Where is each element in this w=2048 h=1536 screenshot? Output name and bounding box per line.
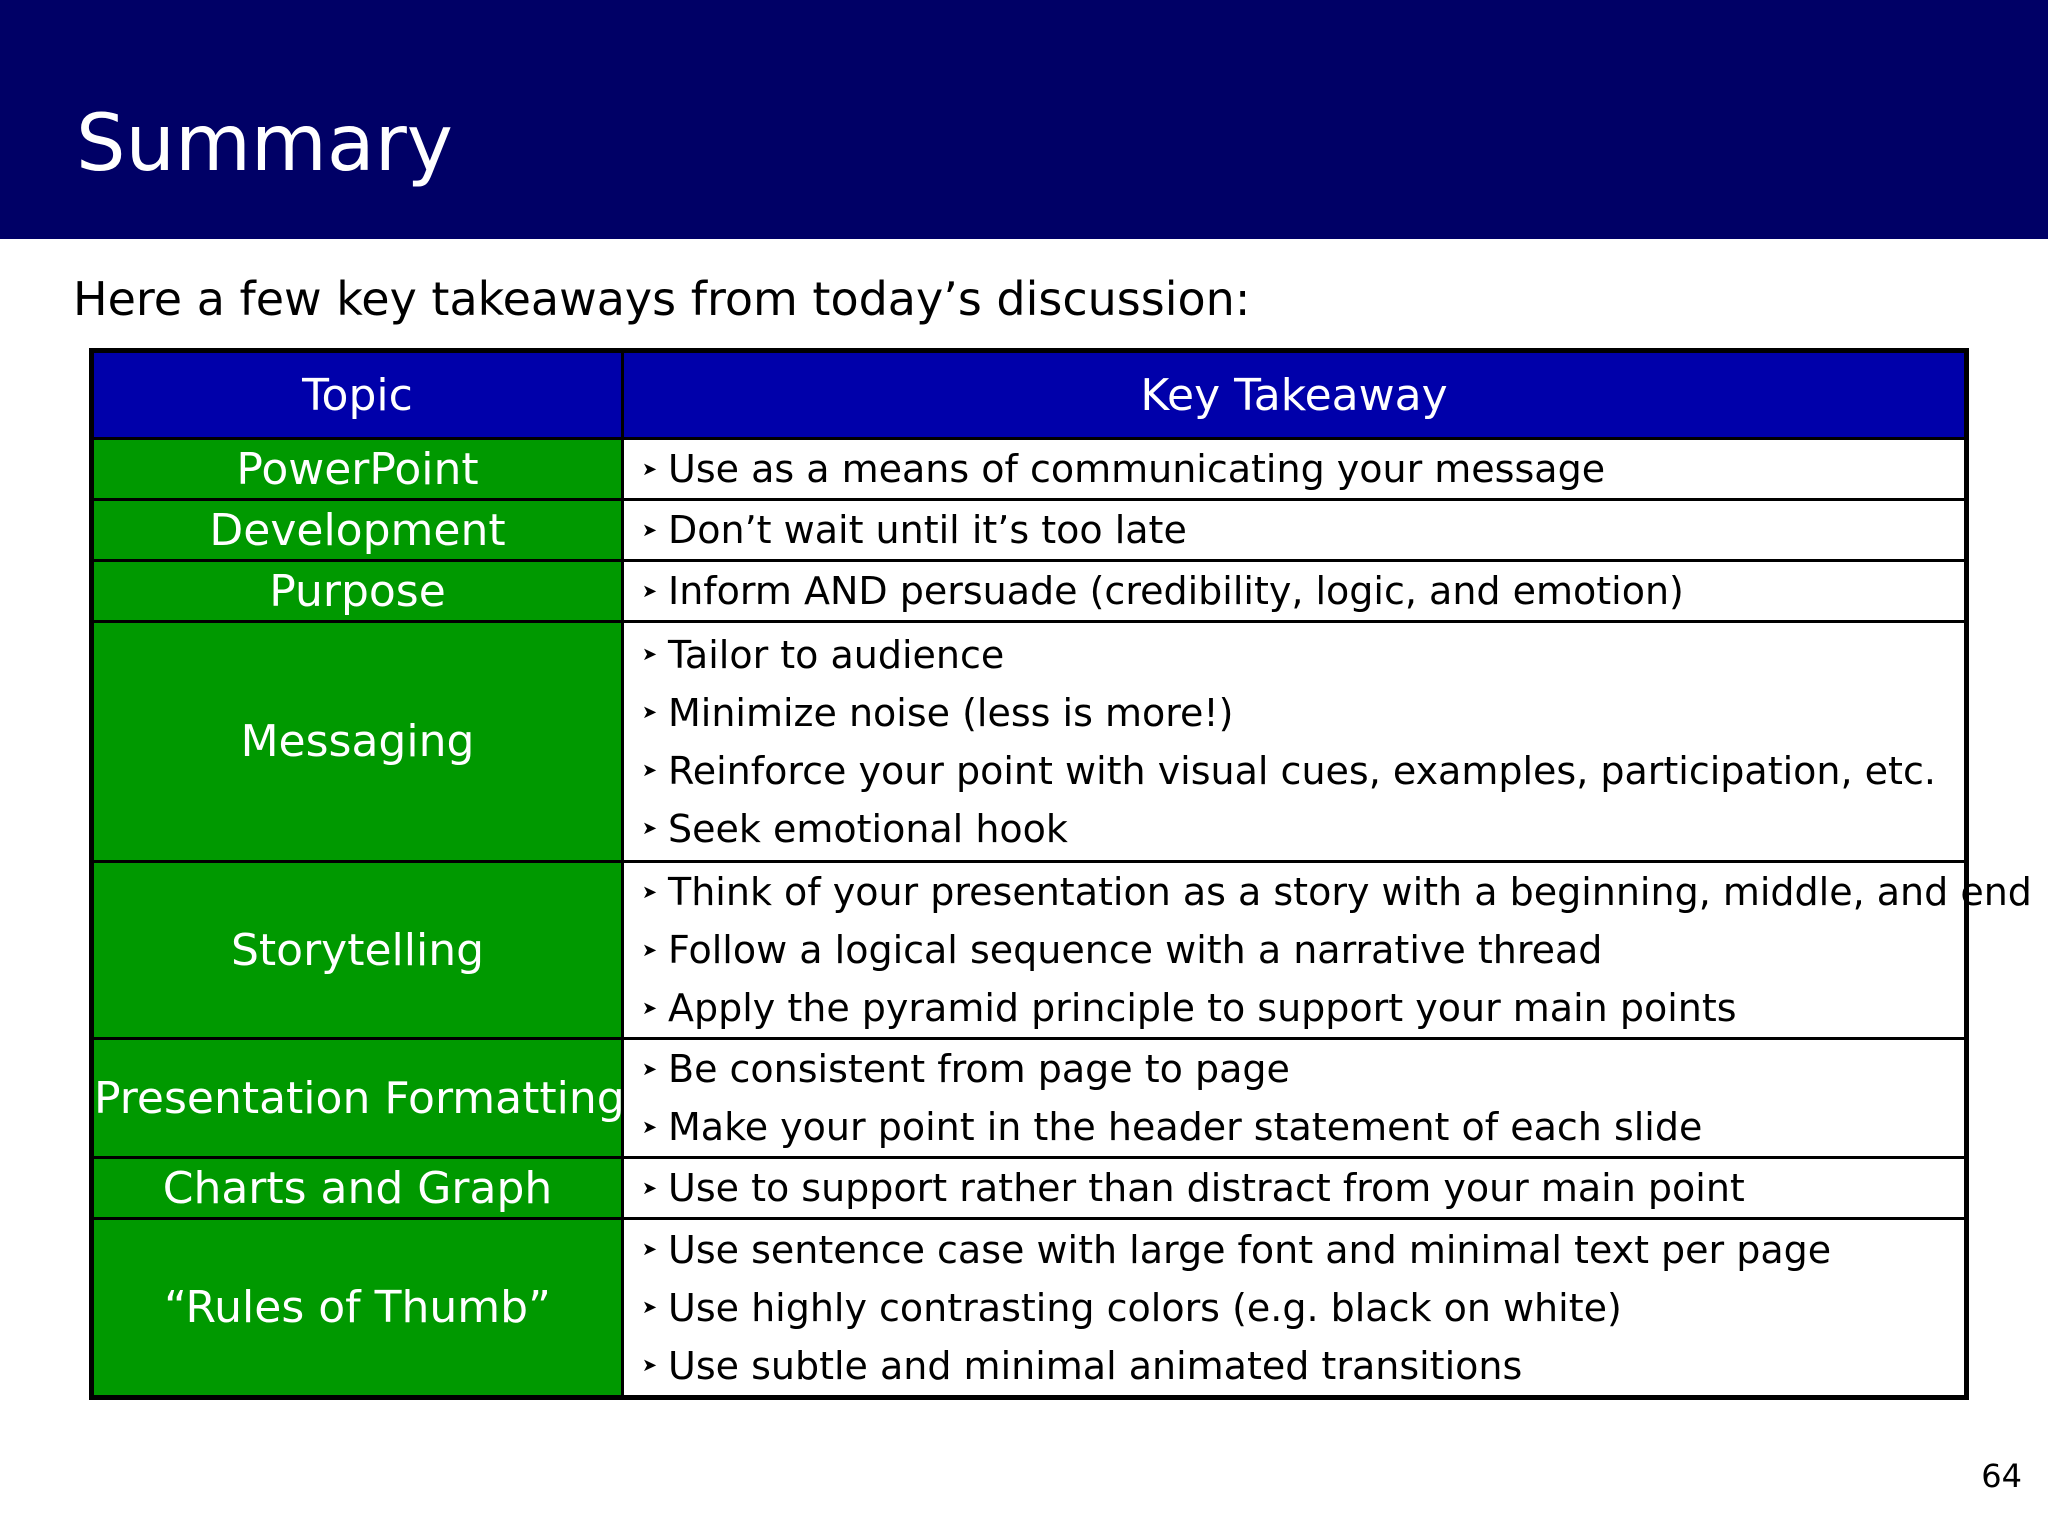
takeaway-text: Use highly contrasting colors (e.g. black on white): [668, 1285, 1622, 1330]
takeaway-cell: [623, 500, 1967, 561]
takeaway-item: [642, 979, 1950, 1037]
takeaway-text: Inform AND persuade (credibility, logic, and emotion): [668, 569, 1684, 613]
intro-text: Here a few key takeaways from today’s discussion:: [73, 272, 1251, 326]
takeaway-item: [642, 1040, 1950, 1098]
takeaway-cell: [623, 1158, 1967, 1219]
table-row: [92, 439, 1967, 500]
takeaway-item: [642, 1221, 1950, 1279]
arrowhead-bullet-icon: ➤: [642, 702, 658, 723]
takeaway-item: [642, 921, 1950, 979]
table-header-row: [92, 351, 1967, 439]
takeaway-text: Use sentence case with large font and minimal text per page: [668, 1227, 1832, 1272]
takeaway-text: Seek emotional hook: [668, 806, 1068, 851]
table-row: [92, 862, 1967, 1039]
takeaway-item: [642, 626, 1950, 684]
takeaway-item: [642, 1337, 1950, 1395]
table-row: [92, 500, 1967, 561]
takeaway-text: Tailor to audience: [668, 632, 1005, 677]
takeaway-text: Reinforce your point with visual cues, examples, participation, etc.: [668, 748, 1936, 793]
topic-cell: Presentation Formatting: [92, 1039, 623, 1158]
topic-cell: Development: [92, 500, 623, 561]
topic-cell: Messaging: [92, 622, 623, 862]
table-row: [92, 561, 1967, 622]
takeaway-cell: [623, 1219, 1967, 1398]
takeaway-text: Think of your presentation as a story with a beginning, middle, and end: [668, 870, 2032, 914]
arrowhead-bullet-icon: ➤: [642, 997, 658, 1019]
takeaway-text: Follow a logical sequence with a narrative thread: [668, 928, 1603, 972]
takeaway-text: Use to support rather than distract from your main point: [668, 1166, 1745, 1210]
arrowhead-bullet-icon: ➤: [642, 939, 658, 961]
arrowhead-bullet-icon: ➤: [642, 519, 658, 541]
table-row: [92, 1158, 1967, 1219]
topic-cell: Storytelling: [92, 862, 623, 1039]
arrowhead-bullet-icon: ➤: [642, 881, 658, 903]
arrowhead-bullet-icon: ➤: [642, 458, 658, 480]
table-row: [92, 622, 1967, 862]
slide-title: Summary: [76, 99, 453, 189]
summary-table: [89, 348, 2032, 1400]
title-bar: [0, 0, 2048, 239]
takeaway-cell: [623, 622, 1967, 862]
takeaway-text: Make your point in the header statement of each slide: [668, 1105, 1703, 1149]
takeaway-text: Use as a means of communicating your message: [668, 447, 1606, 491]
arrowhead-bullet-icon: ➤: [642, 1355, 658, 1376]
takeaway-item: [642, 684, 1950, 742]
arrowhead-bullet-icon: ➤: [642, 1239, 658, 1260]
arrowhead-bullet-icon: ➤: [642, 1297, 658, 1318]
takeaway-item: [642, 1159, 1950, 1217]
takeaway-column-header: Key Takeaway: [623, 351, 1967, 439]
takeaway-item: [642, 742, 1950, 800]
table-row: [92, 1039, 1967, 1158]
topic-column-header: Topic: [92, 351, 623, 439]
takeaway-cell: [623, 439, 1967, 500]
arrowhead-bullet-icon: ➤: [642, 644, 658, 665]
takeaway-item: [642, 440, 1950, 498]
takeaway-item: [642, 1279, 1950, 1337]
takeaway-cell: [623, 1039, 1967, 1158]
takeaway-item: [642, 863, 2032, 921]
takeaway-text: Minimize noise (less is more!): [668, 690, 1234, 735]
arrowhead-bullet-icon: ➤: [642, 760, 658, 781]
takeaway-text: Be consistent from page to page: [668, 1047, 1290, 1091]
takeaway-cell: [623, 561, 1967, 622]
arrowhead-bullet-icon: ➤: [642, 1177, 658, 1199]
topic-cell: Purpose: [92, 561, 623, 622]
topic-cell: PowerPoint: [92, 439, 623, 500]
takeaway-item: [642, 1098, 1950, 1156]
arrowhead-bullet-icon: ➤: [642, 1116, 658, 1138]
arrowhead-bullet-icon: ➤: [642, 1058, 658, 1080]
takeaway-item: [642, 501, 1950, 559]
takeaway-cell: [623, 862, 2032, 1039]
takeaway-text: Don’t wait until it’s too late: [668, 508, 1187, 552]
takeaway-item: [642, 800, 1950, 858]
page-number: 64: [1981, 1457, 2022, 1495]
takeaway-text: Use subtle and minimal animated transitions: [668, 1343, 1523, 1388]
arrowhead-bullet-icon: ➤: [642, 580, 658, 602]
table-row: [92, 1219, 1967, 1398]
takeaway-item: [642, 562, 1950, 620]
topic-cell: Charts and Graph: [92, 1158, 623, 1219]
topic-cell: “Rules of Thumb”: [92, 1219, 623, 1398]
arrowhead-bullet-icon: ➤: [642, 818, 658, 839]
takeaway-text: Apply the pyramid principle to support your main points: [668, 986, 1737, 1030]
